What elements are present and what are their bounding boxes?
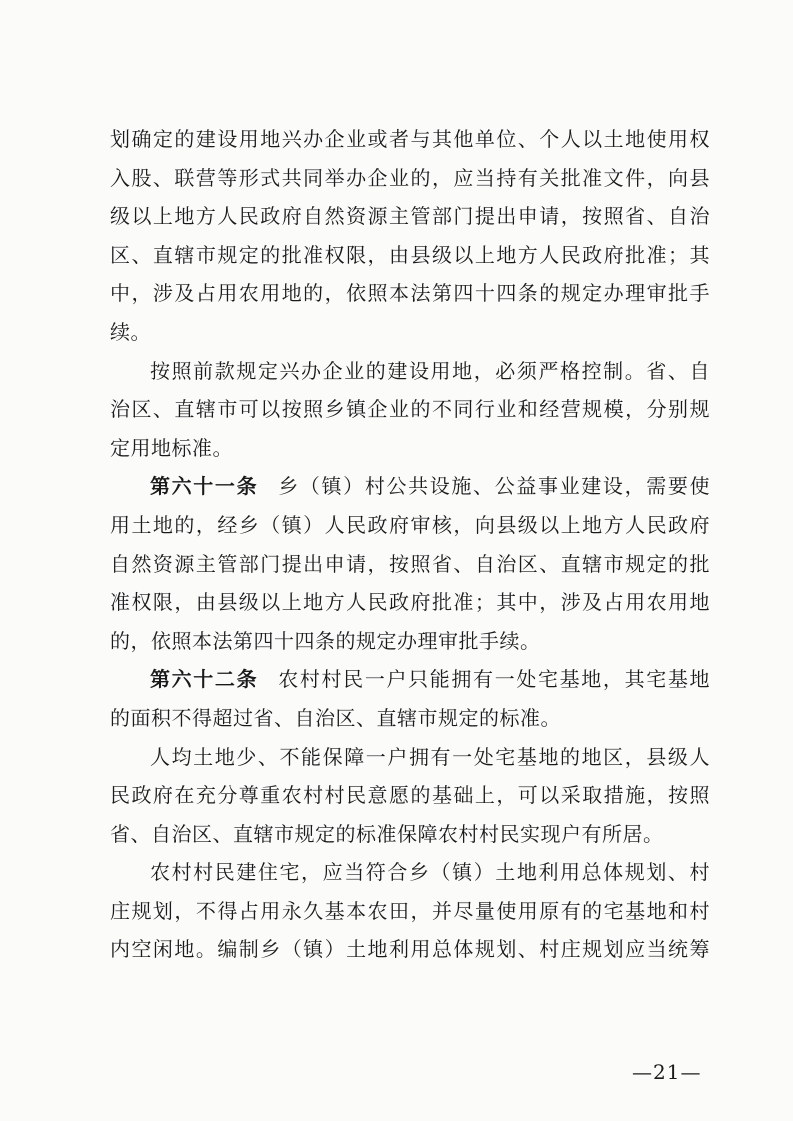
article-61-heading: 第六十一条 (150, 474, 259, 499)
text-line: 民政府在充分尊重农村村民意愿的基础上，可以采取措施，按照 (110, 783, 710, 808)
text-line: 农村村民建住宅，应当符合乡（镇）土地利用总体规划、村 (150, 860, 710, 885)
article-61-text: 乡（镇）村公共设施、公益事业建设，需要使 (278, 474, 711, 499)
text-line: 的面积不得超过省、自治区、直辖市规定的标准。 (110, 705, 561, 730)
text-line: 内空闲地。编制乡（镇）土地利用总体规划、村庄规划应当统筹 (110, 937, 710, 962)
text-line: 自然资源主管部门提出申请，按照省、自治区、直辖市规定的批 (110, 551, 710, 576)
article-62-line (110, 660, 710, 699)
text-line: 按照前款规定兴办企业的建设用地，必须严格控制。省、自 (150, 358, 710, 383)
text-line: 人均土地少、不能保障一户拥有一处宅基地的地区，县级人 (150, 744, 710, 769)
text-line: 治区、直辖市可以按照乡镇企业的不同行业和经营规模，分别规 (110, 397, 710, 422)
article-61-line (110, 467, 710, 506)
article-62-text: 农村村民一户只能拥有一处宅基地，其宅基地 (278, 667, 711, 692)
text-line: 区、直辖市规定的批准权限，由县级以上地方人民政府批准；其 (110, 242, 710, 267)
article-62-heading: 第六十二条 (150, 667, 259, 692)
text-line: 庄规划，不得占用永久基本农田，并尽量使用原有的宅基地和村 (110, 898, 710, 923)
text-line: 的，依照本法第四十四条的规定办理审批手续。 (110, 628, 541, 653)
text-line: 入股、联营等形式共同举办企业的，应当持有关批准文件，向县 (110, 165, 710, 190)
text-line: 省、自治区、直辖市规定的标准保障农村村民实现户有所居。 (110, 821, 664, 846)
text-line: 划确定的建设用地兴办企业或者与其他单位、个人以土地使用权 (110, 127, 710, 151)
page-number: —21— (632, 1060, 702, 1084)
text-line: 级以上地方人民政府自然资源主管部门提出申请，按照省、自治 (110, 204, 710, 229)
body-text (110, 120, 710, 969)
text-line: 用土地的，经乡（镇）人民政府审核，向县级以上地方人民政府 (110, 512, 710, 537)
text-line: 续。 (110, 319, 151, 344)
text-line: 定用地标准。 (110, 435, 233, 460)
text-line: 中，涉及占用农用地的，依照本法第四十四条的规定办理审批手 (110, 281, 710, 306)
text-line: 准权限，由县级以上地方人民政府批准；其中，涉及占用农用地 (110, 590, 710, 615)
